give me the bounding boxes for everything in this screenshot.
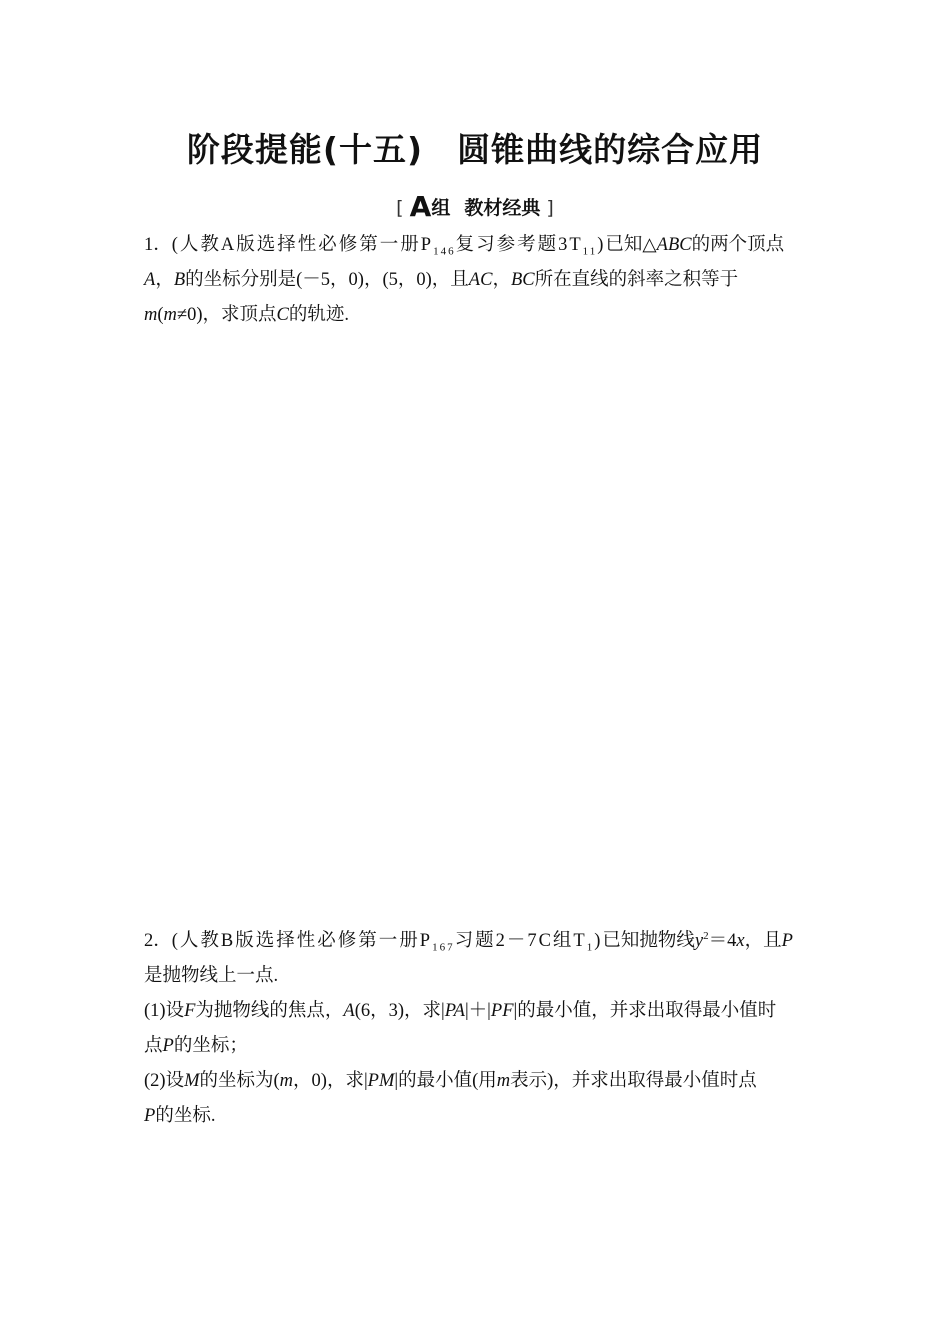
question-1-source: (人教A版选择性必修第一册$P_{146}$复习参考题$3T_{11}$) — [171, 235, 606, 258]
title-part2: 圆锥曲线的综合应用 — [457, 130, 764, 169]
title-part1: 阶段提能(十五) — [186, 130, 424, 169]
question-1-line-2: A，B的坐标分别是(－5，0)，(5，0)，且AC，BC所在直线的斜率之积等于 — [144, 270, 739, 290]
section-letter: A — [409, 190, 432, 223]
section-open-bracket: [ — [396, 197, 404, 219]
section-name: 教材经典 — [464, 197, 541, 219]
question-2-source: (人教B版选择性必修第一册$P_{167}$习题2－7C组$T_1$) — [171, 931, 603, 954]
question-2-part-1-line-2: 点P的坐标； — [144, 1036, 248, 1056]
section-group: 组 — [431, 197, 451, 219]
question-2-line-1: 2．(人教B版选择性必修第一册$P_{167}$习题2－7C组$T_1$)已知抛物线$y^2=4x$，且P — [144, 929, 793, 954]
question-1 — [144, 228, 808, 333]
question-2-part-2: (2)设M的坐标为(m，0)，求|PM|的最小值(用m表示)，并求出取得最小值时点 — [144, 1071, 757, 1091]
page-title — [0, 124, 950, 171]
section-header — [0, 190, 950, 223]
question-2-number: 2． — [144, 931, 172, 951]
question-2-part-2-line-2: P的坐标. — [144, 1106, 216, 1126]
question-1-line-1: 1．(人教A版选择性必修第一册$P_{146}$复习参考题$3T_{11}$)已知△ABC的两个顶点 — [144, 235, 785, 258]
section-close-bracket: ] — [546, 197, 554, 219]
question-2-part-1: (1)设F为抛物线的焦点，A(6，3)，求|PA|＋|PF|的最小值，并求出取得最小值时 — [144, 1001, 777, 1021]
question-2 — [144, 924, 808, 1134]
question-1-number: 1． — [144, 235, 172, 255]
question-2-line-2: 是抛物线上一点. — [144, 966, 279, 986]
question-1-line-3: m(m≠0)，求顶点C的轨迹. — [144, 305, 349, 325]
